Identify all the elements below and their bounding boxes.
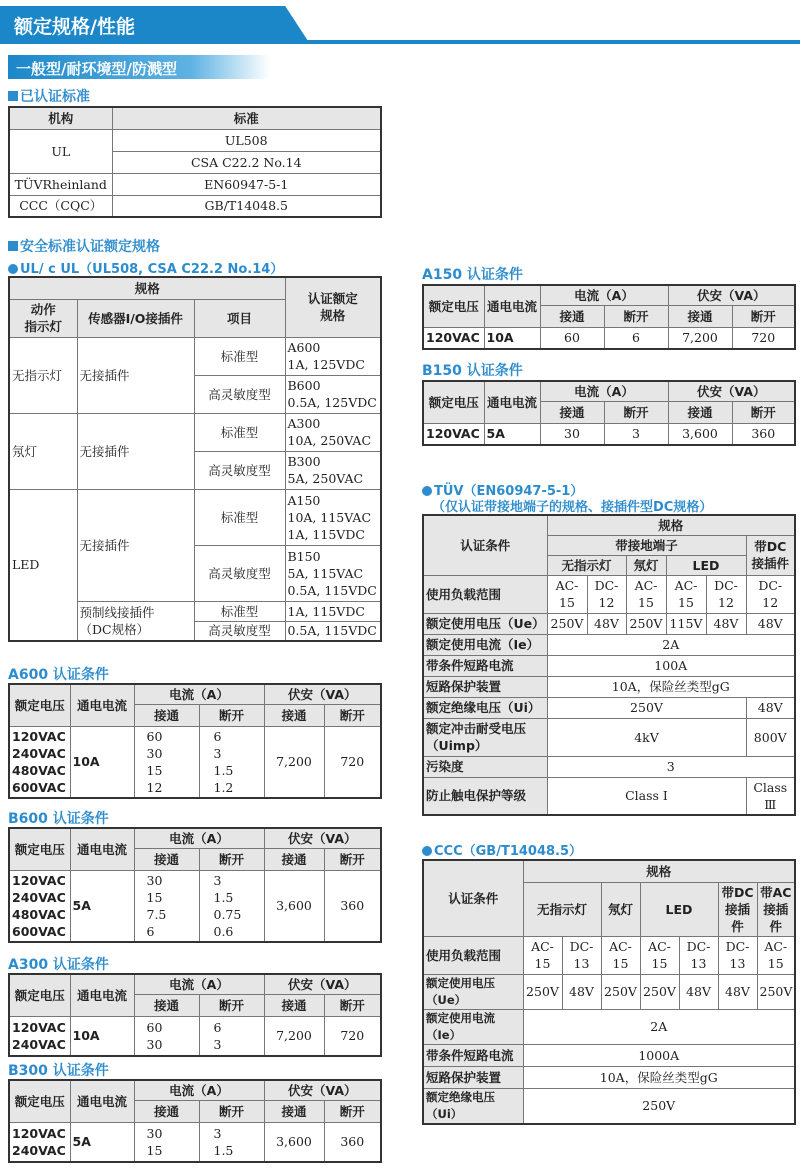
cond-title-a150: A150 认证条件 xyxy=(422,267,523,283)
load-cell: AC- 15 xyxy=(547,575,587,613)
rating-cell: B600 0.5A, 125VDC xyxy=(285,375,381,413)
h-cur: 通电电流 xyxy=(484,285,540,327)
item-cell: 高灵敏度型 xyxy=(194,375,285,413)
h-cur: 通电电流 xyxy=(70,974,134,1016)
h-make: 接通 xyxy=(668,401,732,423)
h-break: 断开 xyxy=(732,401,795,423)
item-cell: 标准型 xyxy=(194,337,285,375)
h-make: 接通 xyxy=(134,994,199,1016)
item-cell: 高灵敏度型 xyxy=(194,545,285,601)
break-cell: 3 1.5 0.75 0.6 xyxy=(199,870,264,942)
prot-cell: 10A，保险丝类型gG xyxy=(547,676,795,697)
h-va: 伏安（VA） xyxy=(264,684,381,704)
h-break: 断开 xyxy=(324,848,381,870)
sensor-cell: 预制线接插件 （DC规格） xyxy=(77,601,194,641)
h-break: 断开 xyxy=(324,994,381,1016)
h-cond: 认证条件 xyxy=(423,860,523,936)
cond-table-b150 xyxy=(422,380,796,446)
h-amp: 电流（A） xyxy=(540,285,668,305)
va-break-cell: 720 xyxy=(324,726,381,798)
h-break: 断开 xyxy=(199,848,264,870)
row-label: 带条件短路电流 xyxy=(423,655,547,676)
row-label: 污染度 xyxy=(423,756,547,777)
indicator-cell: 无指示灯 xyxy=(9,337,77,413)
make-cell: 30 15 xyxy=(134,1122,199,1162)
item-cell: 标准型 xyxy=(194,413,285,451)
ue-cell: 48V xyxy=(587,613,626,634)
h-break: 断开 xyxy=(324,704,381,726)
ccc-title: CCC（GB/T14048.5） xyxy=(434,844,583,859)
load-cell: AC- 15 xyxy=(601,936,640,974)
sensor-cell: 无接插件 xyxy=(77,413,194,489)
ie-cell: 2A xyxy=(523,1009,795,1044)
sc-cell: 100A xyxy=(547,655,795,676)
sub-header-title: 一般型/耐环境型/防溅型 xyxy=(16,60,177,78)
cur-cell: 10A xyxy=(70,1016,134,1056)
h-make: 接通 xyxy=(264,848,324,870)
ue-cell: 48V xyxy=(562,974,601,1009)
va-break-cell: 360 xyxy=(732,423,795,445)
rating-cell: B300 5A, 250VAC xyxy=(285,451,381,489)
row-label: 防止触电保护等级 xyxy=(423,777,547,815)
h-amp: 电流（A） xyxy=(134,974,264,994)
volt-cell: 120VAC 240VAC 480VAC 600VAC xyxy=(9,870,70,942)
cond-title-b600: B600 认证条件 xyxy=(8,811,109,827)
rating-cell: A600 1A, 125VDC xyxy=(285,337,381,375)
h-make: 接通 xyxy=(540,305,604,327)
h-make: 接通 xyxy=(668,305,732,327)
rating-cell: A150 10A, 115VAC 1A, 115VDC xyxy=(285,489,381,545)
h-break: 断开 xyxy=(732,305,795,327)
load-cell: AC- 15 xyxy=(523,936,562,974)
h-volt: 额定电压 xyxy=(9,828,70,870)
h-va: 伏安（VA） xyxy=(668,381,795,401)
volt-cell: 120VAC xyxy=(423,327,484,349)
h-volt: 额定电压 xyxy=(9,684,70,726)
ie-cell: 2A xyxy=(547,634,795,655)
col-org: 机构 xyxy=(9,107,112,129)
h-sensor: 传感器I/O接插件 xyxy=(77,299,194,337)
ul-title: UL/ c UL（UL508, CSA C22.2 No.14） xyxy=(20,262,284,277)
va-make-cell: 7,200 xyxy=(264,726,324,798)
ui-cell: 250V xyxy=(547,697,746,718)
load-cell: DC- 13 xyxy=(718,936,757,974)
h-spec: 规格 xyxy=(547,515,795,535)
load-cell: DC- 12 xyxy=(706,575,746,613)
h-amp: 电流（A） xyxy=(134,1080,264,1100)
va-make-cell: 3,600 xyxy=(264,1122,324,1162)
shock-cell: Class Ⅰ xyxy=(547,777,746,815)
sensor-cell: 无接插件 xyxy=(77,489,194,601)
row-label: 使用负载范围 xyxy=(423,575,547,613)
safety-title: 安全标准认证额定规格 xyxy=(20,239,160,255)
ue-cell: 250V xyxy=(640,974,679,1009)
cond-title-b150: B150 认证条件 xyxy=(422,363,523,379)
h-make: 接通 xyxy=(264,994,324,1016)
h-break: 断开 xyxy=(604,305,668,327)
va-break-cell: 720 xyxy=(732,327,795,349)
col-std: 标准 xyxy=(112,107,381,129)
cond-table-a300 xyxy=(8,973,382,1057)
cond-table-b600 xyxy=(8,827,382,943)
cond-table-a600 xyxy=(8,683,382,799)
h-cur: 通电电流 xyxy=(484,381,540,423)
h-cur: 通电电流 xyxy=(70,828,134,870)
row-label: 额定使用电流（Ie） xyxy=(423,1009,523,1044)
row-label: 短路保护装置 xyxy=(423,676,547,697)
h-spec: 规格 xyxy=(523,860,795,882)
cur-cell: 10A xyxy=(70,726,134,798)
h-make: 接通 xyxy=(264,1100,324,1122)
row-label: 额定使用电压（Ue） xyxy=(423,613,547,634)
va-break-cell: 360 xyxy=(324,870,381,942)
ui-cell: 250V xyxy=(523,1088,795,1124)
item-cell: 高灵敏度型 xyxy=(194,451,285,489)
va-break-cell: 720 xyxy=(324,1016,381,1056)
h-amp: 电流（A） xyxy=(540,381,668,401)
section-certified xyxy=(8,86,90,106)
item-cell: 标准型 xyxy=(194,489,285,545)
ue-cell: 250V xyxy=(757,974,795,1009)
load-cell: DC- 13 xyxy=(562,936,601,974)
h-dc: 带DC 接插件 xyxy=(746,535,795,575)
indicator-cell: LED xyxy=(9,489,77,641)
sensor-cell: 无接插件 xyxy=(77,337,194,413)
load-cell: DC- 13 xyxy=(679,936,718,974)
cond-title-a600: A600 认证条件 xyxy=(8,667,109,683)
uimp-cell: 4kV xyxy=(547,718,746,756)
make-cell: 30 xyxy=(540,423,604,445)
cert-std: EN60947-5-1 xyxy=(112,173,381,195)
row-label: 额定冲击耐受电压 （Uimp） xyxy=(423,718,547,756)
h-ground: 带接地端子 xyxy=(547,535,746,555)
item-cell: 高灵敏度型 xyxy=(194,621,285,641)
cur-cell: 5A xyxy=(70,870,134,942)
load-cell: AC- 15 xyxy=(666,575,706,613)
tuv-title: TÜV（EN60947-5-1） xyxy=(434,484,584,499)
ui-cell: 48V xyxy=(746,697,795,718)
h-make: 接通 xyxy=(540,401,604,423)
h-cur: 通电电流 xyxy=(70,684,134,726)
volt-cell: 120VAC 240VAC 480VAC 600VAC xyxy=(9,726,70,798)
item-cell: 标准型 xyxy=(194,601,285,621)
section-ccc xyxy=(422,840,582,859)
cert-std: UL508 xyxy=(112,129,381,151)
cert-org: TÜVRheinland xyxy=(9,173,112,195)
indicator-cell: 氖灯 xyxy=(9,413,77,489)
h-rating: 认证额定 规格 xyxy=(285,277,381,337)
rating-cell: 0.5A, 115VDC xyxy=(285,621,381,641)
ue-cell: 250V xyxy=(547,613,587,634)
load-cell: DC- 12 xyxy=(587,575,626,613)
va-make-cell: 3,600 xyxy=(264,870,324,942)
cond-title-a300: A300 认证条件 xyxy=(8,957,109,973)
ue-cell: 250V xyxy=(523,974,562,1009)
section-ul xyxy=(8,258,283,277)
h-va: 伏安（VA） xyxy=(264,828,381,848)
tuv-table xyxy=(422,514,796,816)
ccc-table xyxy=(422,859,796,1125)
uimp-cell: 800V xyxy=(746,718,795,756)
page-title: 额定规格/性能 xyxy=(14,16,135,38)
va-make-cell: 3,600 xyxy=(668,423,732,445)
h-none: 无指示灯 xyxy=(547,555,626,575)
h-make: 接通 xyxy=(134,704,199,726)
cur-cell: 5A xyxy=(70,1122,134,1162)
h-make: 接通 xyxy=(134,848,199,870)
h-break: 断开 xyxy=(199,704,264,726)
h-volt: 额定电压 xyxy=(423,285,484,327)
prot-cell: 10A，保险丝类型gG xyxy=(523,1066,795,1088)
page-header xyxy=(0,6,800,48)
va-make-cell: 7,200 xyxy=(264,1016,324,1056)
cert-std: CSA C22.2 No.14 xyxy=(112,151,381,173)
make-cell: 60 xyxy=(540,327,604,349)
volt-cell: 120VAC 240VAC xyxy=(9,1122,70,1162)
h-ac: 带AC 接插 件 xyxy=(757,882,795,936)
volt-cell: 120VAC xyxy=(423,423,484,445)
row-label: 额定绝缘电压（Ui） xyxy=(423,697,547,718)
h-break: 断开 xyxy=(199,994,264,1016)
rating-cell: A300 10A, 250VAC xyxy=(285,413,381,451)
h-break: 断开 xyxy=(604,401,668,423)
h-none: 无指示灯 xyxy=(523,882,601,936)
certified-table xyxy=(8,106,382,218)
va-make-cell: 7,200 xyxy=(668,327,732,349)
ul-spec-table xyxy=(8,276,382,642)
h-amp: 电流（A） xyxy=(134,684,264,704)
poll-cell: 3 xyxy=(547,756,795,777)
make-cell: 60 30 xyxy=(134,1016,199,1056)
cur-cell: 5A xyxy=(484,423,540,445)
load-cell: AC- 15 xyxy=(626,575,666,613)
h-volt: 额定电压 xyxy=(9,1080,70,1122)
rating-cell: B150 5A, 115VAC 0.5A, 115VDC xyxy=(285,545,381,601)
h-volt: 额定电压 xyxy=(423,381,484,423)
h-dc: 带DC 接插 件 xyxy=(718,882,757,936)
break-cell: 6 3 xyxy=(199,1016,264,1056)
break-cell: 6 xyxy=(604,327,668,349)
volt-cell: 120VAC 240VAC xyxy=(9,1016,70,1056)
h-item: 项目 xyxy=(194,299,285,337)
make-cell: 60 30 15 12 xyxy=(134,726,199,798)
rating-cell: 1A, 115VDC xyxy=(285,601,381,621)
break-cell: 6 3 1.5 1.2 xyxy=(199,726,264,798)
h-break: 断开 xyxy=(324,1100,381,1122)
ue-cell: 250V xyxy=(601,974,640,1009)
h-va: 伏安（VA） xyxy=(264,974,381,994)
cond-title-b300: B300 认证条件 xyxy=(8,1063,109,1079)
cert-std: GB/T14048.5 xyxy=(112,195,381,217)
section-safety xyxy=(8,236,160,256)
ue-cell: 250V xyxy=(626,613,666,634)
h-neon: 氖灯 xyxy=(601,882,640,936)
ue-cell: 48V xyxy=(718,974,757,1009)
va-break-cell: 360 xyxy=(324,1122,381,1162)
h-led: LED xyxy=(640,882,718,936)
cond-table-b300 xyxy=(8,1079,382,1163)
tuv-subtitle: （仅认证带接地端子的规格、接插件型DC规格） xyxy=(432,500,713,515)
row-label: 使用负载范围 xyxy=(423,936,523,974)
row-label: 额定使用电压（Ue） xyxy=(423,974,523,1009)
ue-cell: 48V xyxy=(679,974,718,1009)
certified-title: 已认证标准 xyxy=(20,89,90,105)
load-cell: AC- 15 xyxy=(640,936,679,974)
row-label: 带条件短路电流 xyxy=(423,1044,523,1066)
load-cell: AC- 15 xyxy=(757,936,795,974)
sc-cell: 1000A xyxy=(523,1044,795,1066)
row-label: 额定绝缘电压（Ui） xyxy=(423,1088,523,1124)
h-cur: 通电电流 xyxy=(70,1080,134,1122)
h-led: LED xyxy=(666,555,746,575)
break-cell: 3 xyxy=(604,423,668,445)
cert-org: CCC（CQC） xyxy=(9,195,112,217)
cur-cell: 10A xyxy=(484,327,540,349)
row-label: 短路保护装置 xyxy=(423,1066,523,1088)
h-spec: 规格 xyxy=(9,277,285,299)
ue-cell: 115V xyxy=(666,613,706,634)
shock-cell: Class Ⅲ xyxy=(746,777,795,815)
h-amp: 电流（A） xyxy=(134,828,264,848)
h-make: 接通 xyxy=(134,1100,199,1122)
row-label: 额定使用电流（Ie） xyxy=(423,634,547,655)
h-make: 接通 xyxy=(264,704,324,726)
h-neon: 氖灯 xyxy=(626,555,666,575)
break-cell: 3 1.5 xyxy=(199,1122,264,1162)
h-break: 断开 xyxy=(199,1100,264,1122)
h-va: 伏安（VA） xyxy=(668,285,795,305)
ue-cell: 48V xyxy=(746,613,795,634)
load-cell: DC- 12 xyxy=(746,575,795,613)
h-va: 伏安（VA） xyxy=(264,1080,381,1100)
make-cell: 30 15 7.5 6 xyxy=(134,870,199,942)
h-cond: 认证条件 xyxy=(423,515,547,575)
ue-cell: 48V xyxy=(706,613,746,634)
sub-header xyxy=(8,55,270,79)
h-indicator: 动作 指示灯 xyxy=(9,299,77,337)
cond-table-a150 xyxy=(422,284,796,350)
h-volt: 额定电压 xyxy=(9,974,70,1016)
cert-org: UL xyxy=(9,129,112,173)
